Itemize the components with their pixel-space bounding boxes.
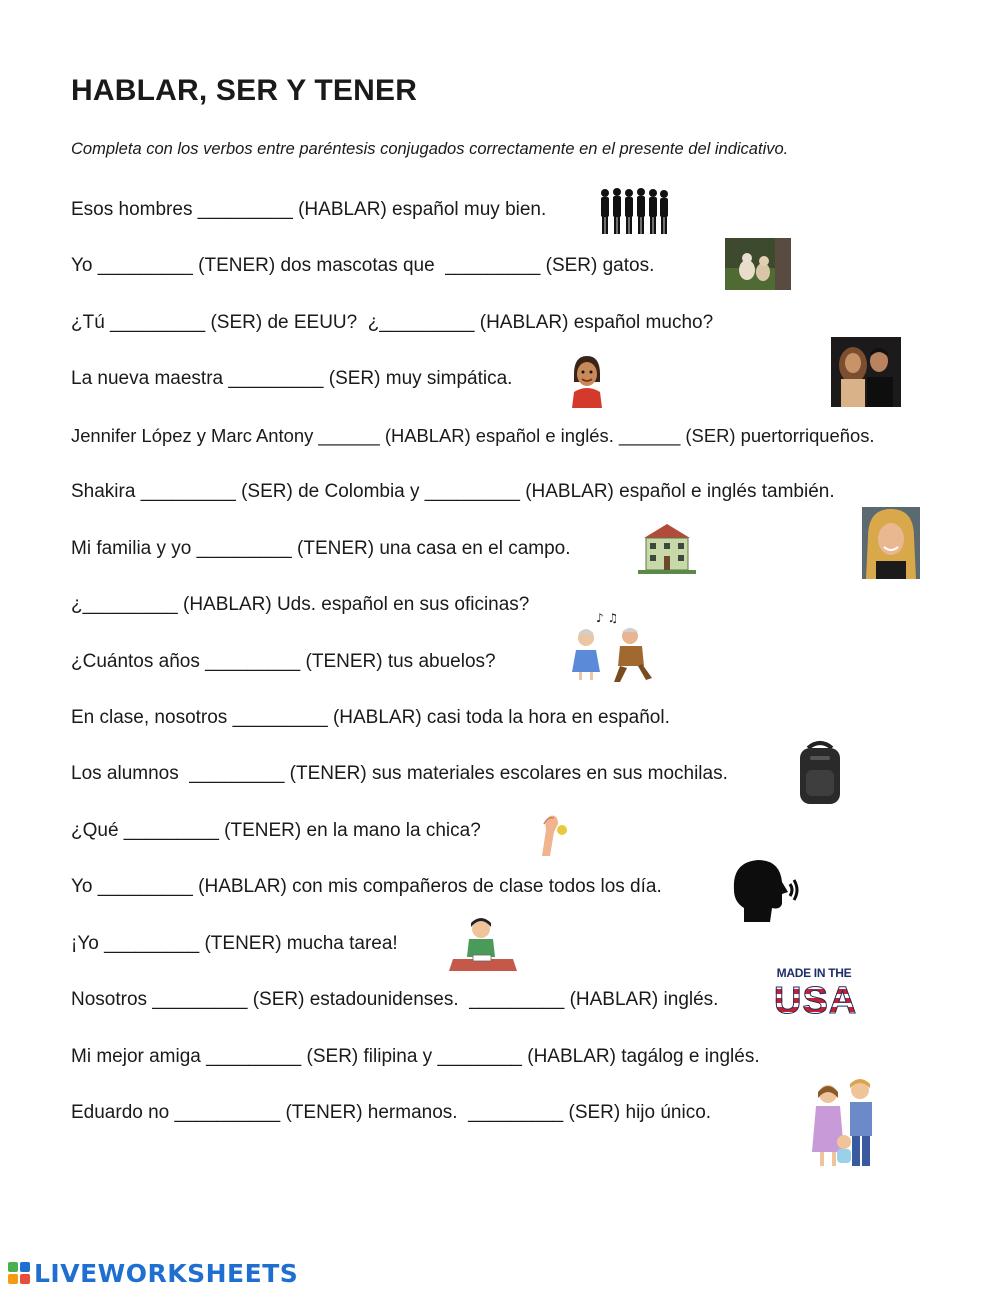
sentence-3 bbox=[71, 312, 713, 334]
usa-badge-top-text: MADE IN THE bbox=[776, 966, 852, 980]
liveworksheets-badge-icon bbox=[8, 1262, 30, 1284]
sentence-text: La nueva maestra _________ (SER) muy simpática. bbox=[71, 368, 513, 389]
shakira-photo bbox=[862, 507, 920, 579]
sentence-text: ¡Yo _________ (TENER) mucha tarea! bbox=[71, 933, 398, 954]
sentence-text: Yo _________ (HABLAR) con mis compañeros de clase todos los día. bbox=[71, 876, 662, 897]
sentence-17 bbox=[71, 1102, 711, 1124]
worksheet-title: HABLAR, SER Y TENER bbox=[71, 74, 418, 107]
house-image bbox=[638, 522, 696, 574]
sentence-text: ¿Qué _________ (TENER) en la mano la chica? bbox=[71, 820, 481, 841]
sentence-7 bbox=[71, 538, 571, 560]
backpack-image bbox=[794, 740, 846, 806]
hand-holding-ball-image bbox=[534, 810, 570, 856]
dancing-grandparents-image bbox=[570, 610, 656, 684]
sentence-6 bbox=[71, 481, 835, 503]
celebrity-couple-photo bbox=[831, 337, 901, 407]
sentence-12 bbox=[71, 820, 481, 842]
sentence-13 bbox=[71, 876, 662, 898]
sentence-11 bbox=[71, 763, 728, 785]
sentence-text: En clase, nosotros _________ (HABLAR) casi toda la hora en español. bbox=[71, 707, 670, 728]
sentence-9 bbox=[71, 651, 496, 673]
instructions: Completa con los verbos entre paréntesis conjugados correctamente en el presente del indicativo. bbox=[71, 140, 789, 158]
sentence-text: Mi mejor amiga _________ (SER) filipina y ________ (HABLAR) tagálog e inglés. bbox=[71, 1046, 760, 1067]
cats-photo bbox=[725, 238, 791, 290]
sentence-text: ¿Cuántos años _________ (TENER) tus abuelos? bbox=[71, 651, 496, 672]
sentence-14 bbox=[71, 933, 398, 955]
sentence-text: Shakira _________ (SER) de Colombia y _________ (HABLAR) español e inglés también. bbox=[71, 481, 835, 502]
men-silhouettes-image bbox=[598, 186, 670, 236]
teacher-cartoon-image bbox=[568, 354, 606, 408]
sentence-16 bbox=[71, 1046, 760, 1068]
sentence-text: Nosotros _________ (SER) estadounidenses. _________ (HABLAR) inglés. bbox=[71, 989, 719, 1010]
speaking-head-icon bbox=[728, 856, 802, 926]
sentence-text: Mi familia y yo _________ (TENER) una casa en el campo. bbox=[71, 538, 571, 559]
sentence-text: Yo _________ (TENER) dos mascotas que _________ (SER) gatos. bbox=[71, 255, 655, 276]
sentence-2 bbox=[71, 255, 654, 277]
liveworksheets-logo[interactable] bbox=[8, 1258, 298, 1288]
family-cartoon-image bbox=[808, 1078, 882, 1170]
sentence-1 bbox=[71, 199, 546, 221]
sentence-4 bbox=[71, 368, 512, 390]
sentence-8 bbox=[71, 594, 529, 616]
sentence-text: ¿Tú _________ (SER) de EEUU? ¿_________ (HABLAR) español mucho? bbox=[71, 312, 714, 333]
made-in-usa-badge bbox=[774, 966, 858, 1026]
sentence-10 bbox=[71, 707, 670, 729]
sentence-15 bbox=[71, 989, 718, 1011]
sentence-text: ¿_________ (HABLAR) Uds. español en sus oficinas? bbox=[71, 594, 530, 615]
liveworksheets-logo-text: LIVEWORKSHEETS bbox=[34, 1258, 299, 1288]
sentence-text: Eduardo no __________ (TENER) hermanos. _________ (SER) hijo único. bbox=[71, 1102, 712, 1123]
svg-text:♪ ♫: ♪ ♫ bbox=[596, 611, 619, 625]
usa-badge-flag-text: USA bbox=[774, 980, 858, 1022]
sentence-5 bbox=[71, 425, 875, 447]
student-studying-image bbox=[449, 915, 517, 973]
sentence-text: Esos hombres _________ (HABLAR) español muy bien. bbox=[71, 199, 547, 220]
sentence-text: Jennifer López y Marc Antony ______ (HABLAR) español e inglés. ______ (SER) puertorriqueños. bbox=[71, 425, 875, 446]
sentence-text: Los alumnos _________ (TENER) sus materiales escolares en sus mochilas. bbox=[71, 763, 728, 784]
